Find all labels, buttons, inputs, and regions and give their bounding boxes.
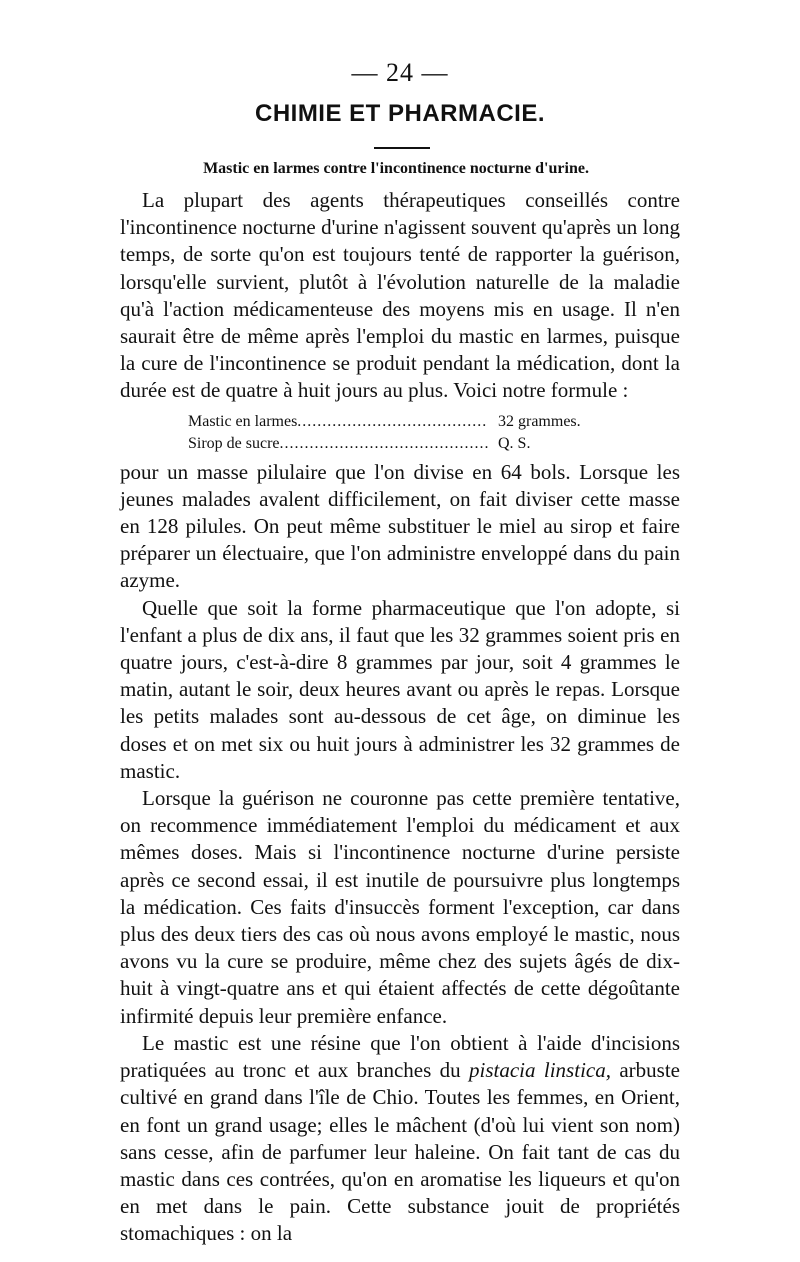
section-title: CHIMIE ET PHARMACIE. [254, 100, 545, 127]
paragraph-mastic-origin [120, 1030, 680, 1248]
formula-row [188, 433, 608, 455]
article-title: Mastic en larmes contre l'incontinence nocturne d'urine. [203, 160, 589, 177]
leader-dots [297, 411, 488, 433]
paragraph-preparation: pour un masse pilulaire que l'on divise en 64 bols. Lorsque les jeunes malades avalent difficilement, on fait diviser cette masse en 128 pilules. On peut même substituer le miel au sirop et faire préparer un électuaire, que l'on administre enveloppé dans du pain azyme. [120, 459, 680, 593]
formula-quantity: Q. S. [498, 434, 531, 452]
formula-ingredient: Mastic en larmes [188, 412, 298, 430]
paragraph-dosage: Quelle que soit la forme pharmaceutique que l'on adopte, si l'enfant a plus de dix ans, il faut que les 32 grammes soient pris en quatre jours, c'est-à-dire 8 grammes par jour, soit 4 grammes le matin, autant le soir, deux heures avant ou après le repas. Lorsque les petits malades sont au-dessous de cet âge, on diminue les doses et on met six ou huit jours à administrer les 32 grammes de mastic. [120, 595, 680, 783]
leader-dots [280, 433, 488, 455]
paragraph-intro: La plupart des agents thérapeutiques conseillés contre l'incontinence nocturne d'urine n'agissent souvent qu'après un long temps, de sorte qu'on est toujours tenté de rapporter la guérison, lorsqu'elle survient, plutôt à l'évolution naturelle de la maladie qu'à l'action médicamenteuse des moyens mis en usage. Il n'en saurait être de même après l'emploi du mastic en larmes, puisque la cure de l'incontinence se produit pendant la médication, dont la durée est de quatre à huit jours au plus. Voici notre formule : [120, 188, 680, 403]
formula-ingredient: Sirop de sucre [188, 434, 280, 452]
formula-row [188, 411, 608, 433]
formula-quantity: 32 grammes. [498, 412, 581, 430]
paragraph-results: Lorsque la guérison ne couronne pas cette première tentative, on recommence immédiatement l'emploi du médicament et aux mêmes doses. Mais si l'incontinence nocturne d'urine persiste après ce second essai, il est inutile de poursuivre plus longtemps la médication. Ces faits d'insuccès forment l'exception, car dans plus des deux tiers des cas où nous avons employé le mastic, nous avons vu la cure se produire, même chez des sujets âgés de dix-huit à vingt-quatre ans et qui étaient affectés de cette dégoûtante infirmité depuis leur première enfance. [120, 786, 680, 1028]
species-name: pistacia linstica, [469, 1058, 611, 1083]
article-body [120, 187, 680, 1248]
paragraph-text: Le mastic est une résine que l'on obtient à l'aide d'incisions pratiquées au tronc et aux branches du [120, 1030, 680, 1083]
title-divider [374, 147, 430, 149]
page-number: — 24 — [351, 58, 449, 87]
paragraph-text: arbuste cultivé en grand dans l'île de Chio. Toutes les femmes, en Orient, en font un grand usage; elles le mâchent (d'où lui vient son nom) sans cesse, afin de parfumer leur haleine. On fait tant de cas du mastic dans ces contrées, qu'on en aromatise les liqueurs et qu'on en met dans le pain. Cette substance jouit de propriétés stomachiques : on la [120, 1058, 681, 1246]
formula-block [188, 411, 608, 455]
